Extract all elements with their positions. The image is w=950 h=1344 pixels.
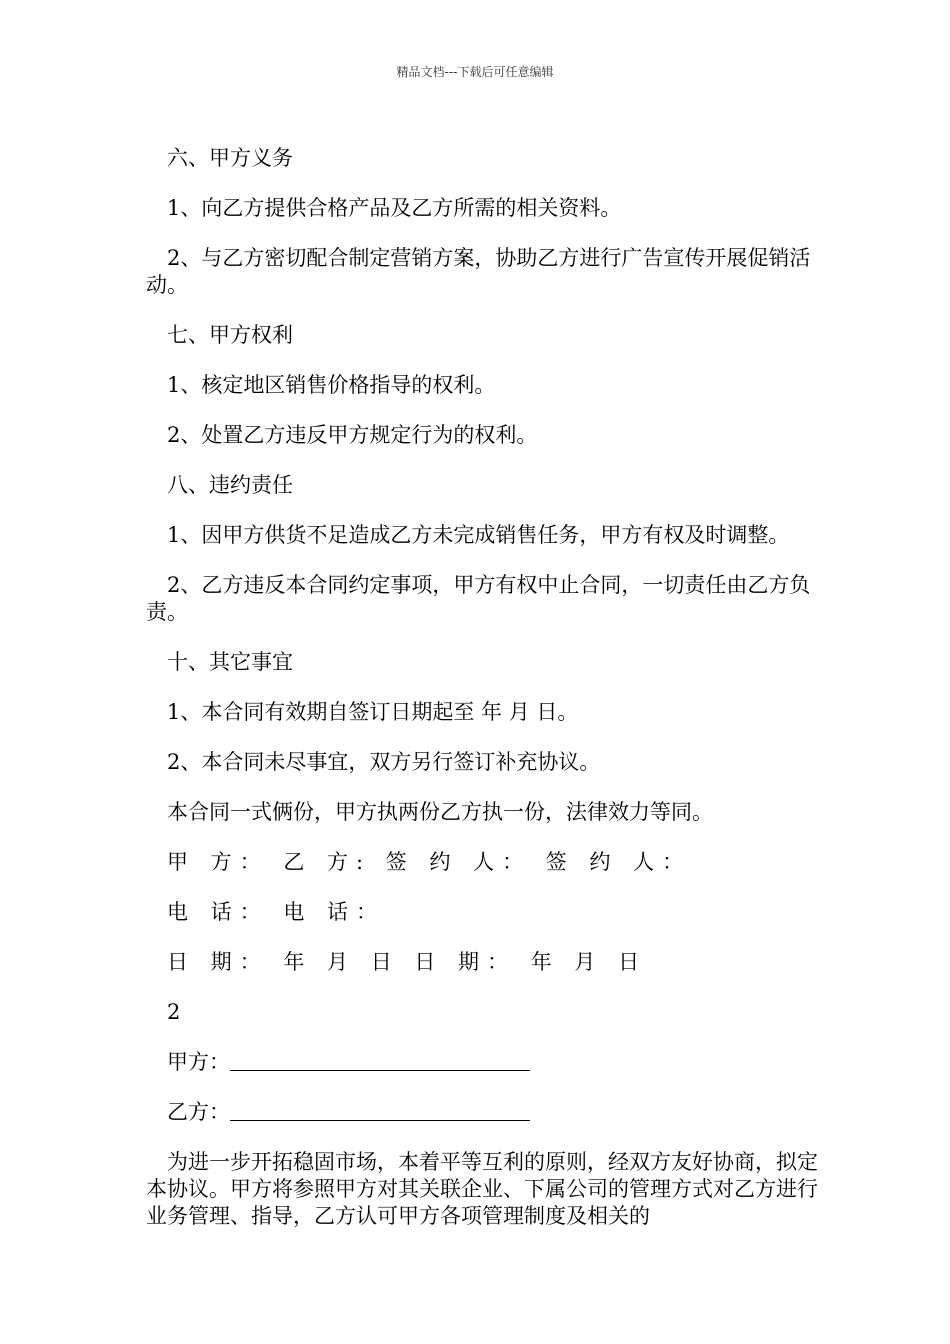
party-a-label: 甲方： (167, 1050, 230, 1074)
intro-paragraph: 为进一步开拓稳固市场，本着平等互利的原则，经双方友好协商，拟定本协议。甲方将参照甲方对其关联企业、下属公司的管理方式对乙方进行业务管理、指导，乙方认可甲方各项管理制度及相关的 (146, 1150, 818, 1228)
page-number: 2 (167, 1000, 181, 1024)
section-heading: 七、甲方权利 (167, 323, 293, 347)
clause: 2、本合同未尽事宜，双方另行签订补充协议。 (167, 750, 601, 774)
clause: 2、处置乙方违反甲方规定行为的权利。 (167, 423, 538, 447)
clause: 1、本合同有效期自签订日期起至 年 月 日。 (167, 700, 579, 724)
phone-row: 电 话： 电 话： (167, 900, 386, 924)
section-heading: 十、其它事宜 (167, 650, 293, 674)
clause: 1、向乙方提供合格产品及乙方所需的相关资料。 (167, 196, 622, 220)
page-header: 精品文档---下载后可任意编辑 (396, 65, 554, 79)
clause: 1、核定地区销售价格指导的权利。 (167, 373, 496, 397)
clause: 1、因甲方供货不足造成乙方未完成销售任务，甲方有权及时调整。 (167, 523, 790, 547)
party-a-line (146, 1049, 826, 1076)
clause: 2、与乙方密切配合制定营销方案，协助乙方进行广告宣传开展促销活动。 (146, 246, 811, 297)
party-b-blank[interactable] (230, 1100, 530, 1121)
party-a-blank[interactable] (230, 1050, 530, 1071)
date-row: 日 期： 年 月 日 日 期： 年 月 日 (167, 950, 648, 974)
document-body (146, 145, 826, 1230)
party-b-label: 乙方： (167, 1100, 230, 1124)
section-heading: 六、甲方义务 (167, 146, 293, 170)
clause: 2、乙方违反本合同约定事项，甲方有权中止合同，一切责任由乙方负责。 (146, 573, 811, 624)
signatory-row: 甲 方： 乙 方: 签 约 人： 签 约 人： (167, 850, 692, 874)
section-heading: 八、违约责任 (167, 473, 293, 497)
party-b-line (146, 1099, 826, 1126)
clause: 本合同一式俩份，甲方执两份乙方执一份，法律效力等同。 (167, 800, 713, 824)
